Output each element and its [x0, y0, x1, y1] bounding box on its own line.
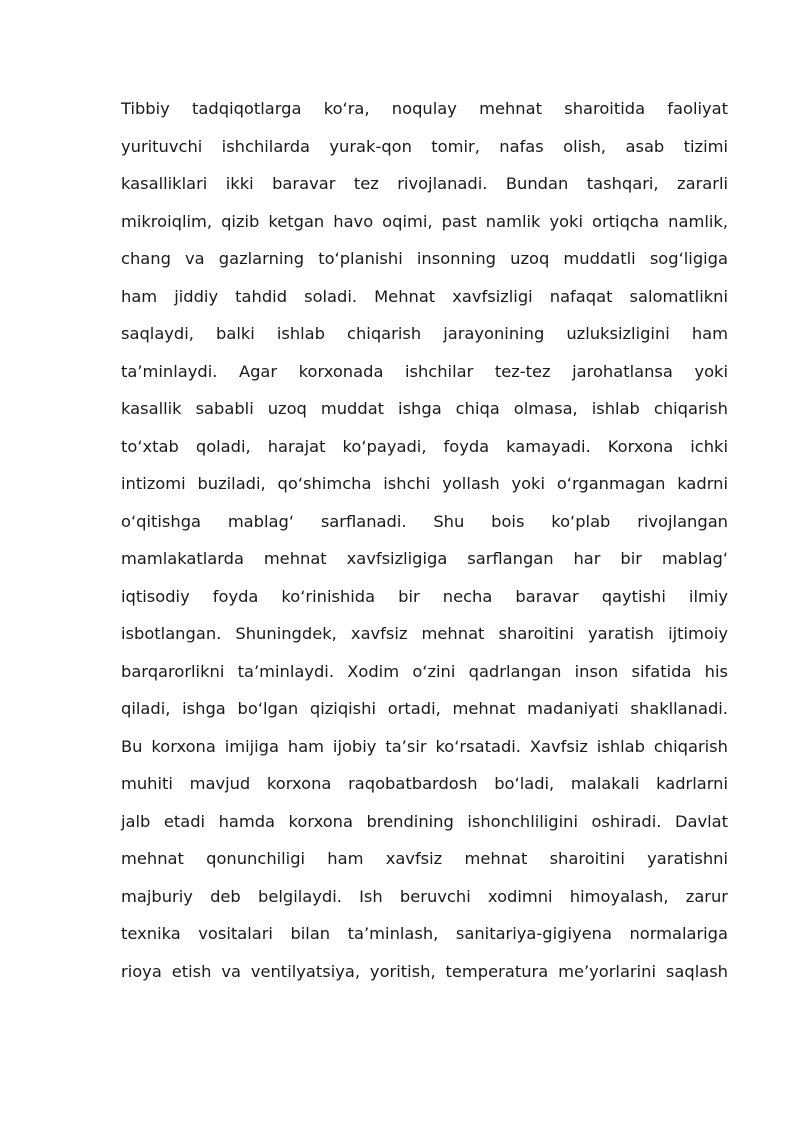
- paragraph-line: texnika vositalari bilan ta’minlash, sanitariya-gigiyena normalariga: [121, 924, 728, 943]
- paragraph-line: majburiy deb belgilaydi. Ish beruvchi xodimni himoyalash, zarur: [121, 886, 728, 906]
- paragraph-line: ham jiddiy tahdid soladi. Mehnat xavfsizligi nafaqat salomatlikni: [121, 286, 728, 306]
- paragraph-line: mamlakatlarda mehnat xavfsizligiga sarflangan har bir mablag‘: [121, 549, 728, 568]
- paragraph-line: Bu korxona imijiga ham ijobiy ta’sir ko‘rsatadi. Xavfsiz ishlab chiqarish: [121, 736, 728, 756]
- paragraph-line: yurituvchi ishchilarda yurak-qon tomir, nafas olish, asab tizimi: [121, 136, 728, 156]
- paragraph-line: Tibbiy tadqiqotlarga ko‘ra, noqulay mehnat sharoitida faoliyat: [121, 99, 728, 118]
- paragraph-line: chang va gazlarning to‘planishi insonning uzoq muddatli sog‘ligiga: [121, 249, 728, 268]
- paragraph-line: qiladi, ishga bo‘lgan qiziqishi ortadi, mehnat madaniyati shakllanadi.: [121, 699, 728, 718]
- body-paragraph: [121, 90, 728, 990]
- paragraph-line: intizomi buziladi, qo‘shimcha ishchi yollash yoki o‘rganmagan kadrni: [121, 474, 728, 493]
- paragraph-line: saqlaydi, balki ishlab chiqarish jarayonining uzluksizligini ham: [121, 324, 728, 343]
- paragraph-line: to‘xtab qoladi, harajat ko‘payadi, foyda kamayadi. Korxona ichki: [121, 436, 728, 456]
- paragraph-line: mehnat qonunchiligi ham xavfsiz mehnat sharoitini yaratishni: [121, 849, 728, 868]
- paragraph-line: rioya etish va ventilyatsiya, yoritish, temperatura me’yorlarini saqlash: [121, 961, 728, 981]
- paragraph-line: o‘qitishga mablag‘ sarflanadi. Shu bois ko‘plab rivojlangan: [121, 511, 728, 531]
- paragraph-line: isbotlangan. Shuningdek, xavfsiz mehnat sharoitini yaratish ijtimoiy: [121, 624, 728, 643]
- paragraph-line: mikroiqlim, qizib ketgan havo oqimi, past namlik yoki ortiqcha namlik,: [121, 211, 728, 231]
- paragraph-line: kasallik sababli uzoq muddat ishga chiqa olmasa, ishlab chiqarish: [121, 399, 728, 418]
- paragraph-line: muhiti mavjud korxona raqobatbardosh bo‘ladi, malakali kadrlarni: [121, 774, 728, 793]
- paragraph-line: iqtisodiy foyda ko‘rinishida bir necha baravar qaytishi ilmiy: [121, 586, 728, 606]
- paragraph-line: jalb etadi hamda korxona brendining ishonchliligini oshiradi. Davlat: [121, 811, 728, 831]
- paragraph-line: barqarorlikni ta’minlaydi. Xodim o‘zini qadrlangan inson sifatida his: [121, 661, 728, 681]
- paragraph-line: kasalliklari ikki baravar tez rivojlanadi. Bundan tashqari, zararli: [121, 174, 728, 193]
- paragraph-line: ta’minlaydi. Agar korxonada ishchilar tez-tez jarohatlansa yoki: [121, 361, 728, 381]
